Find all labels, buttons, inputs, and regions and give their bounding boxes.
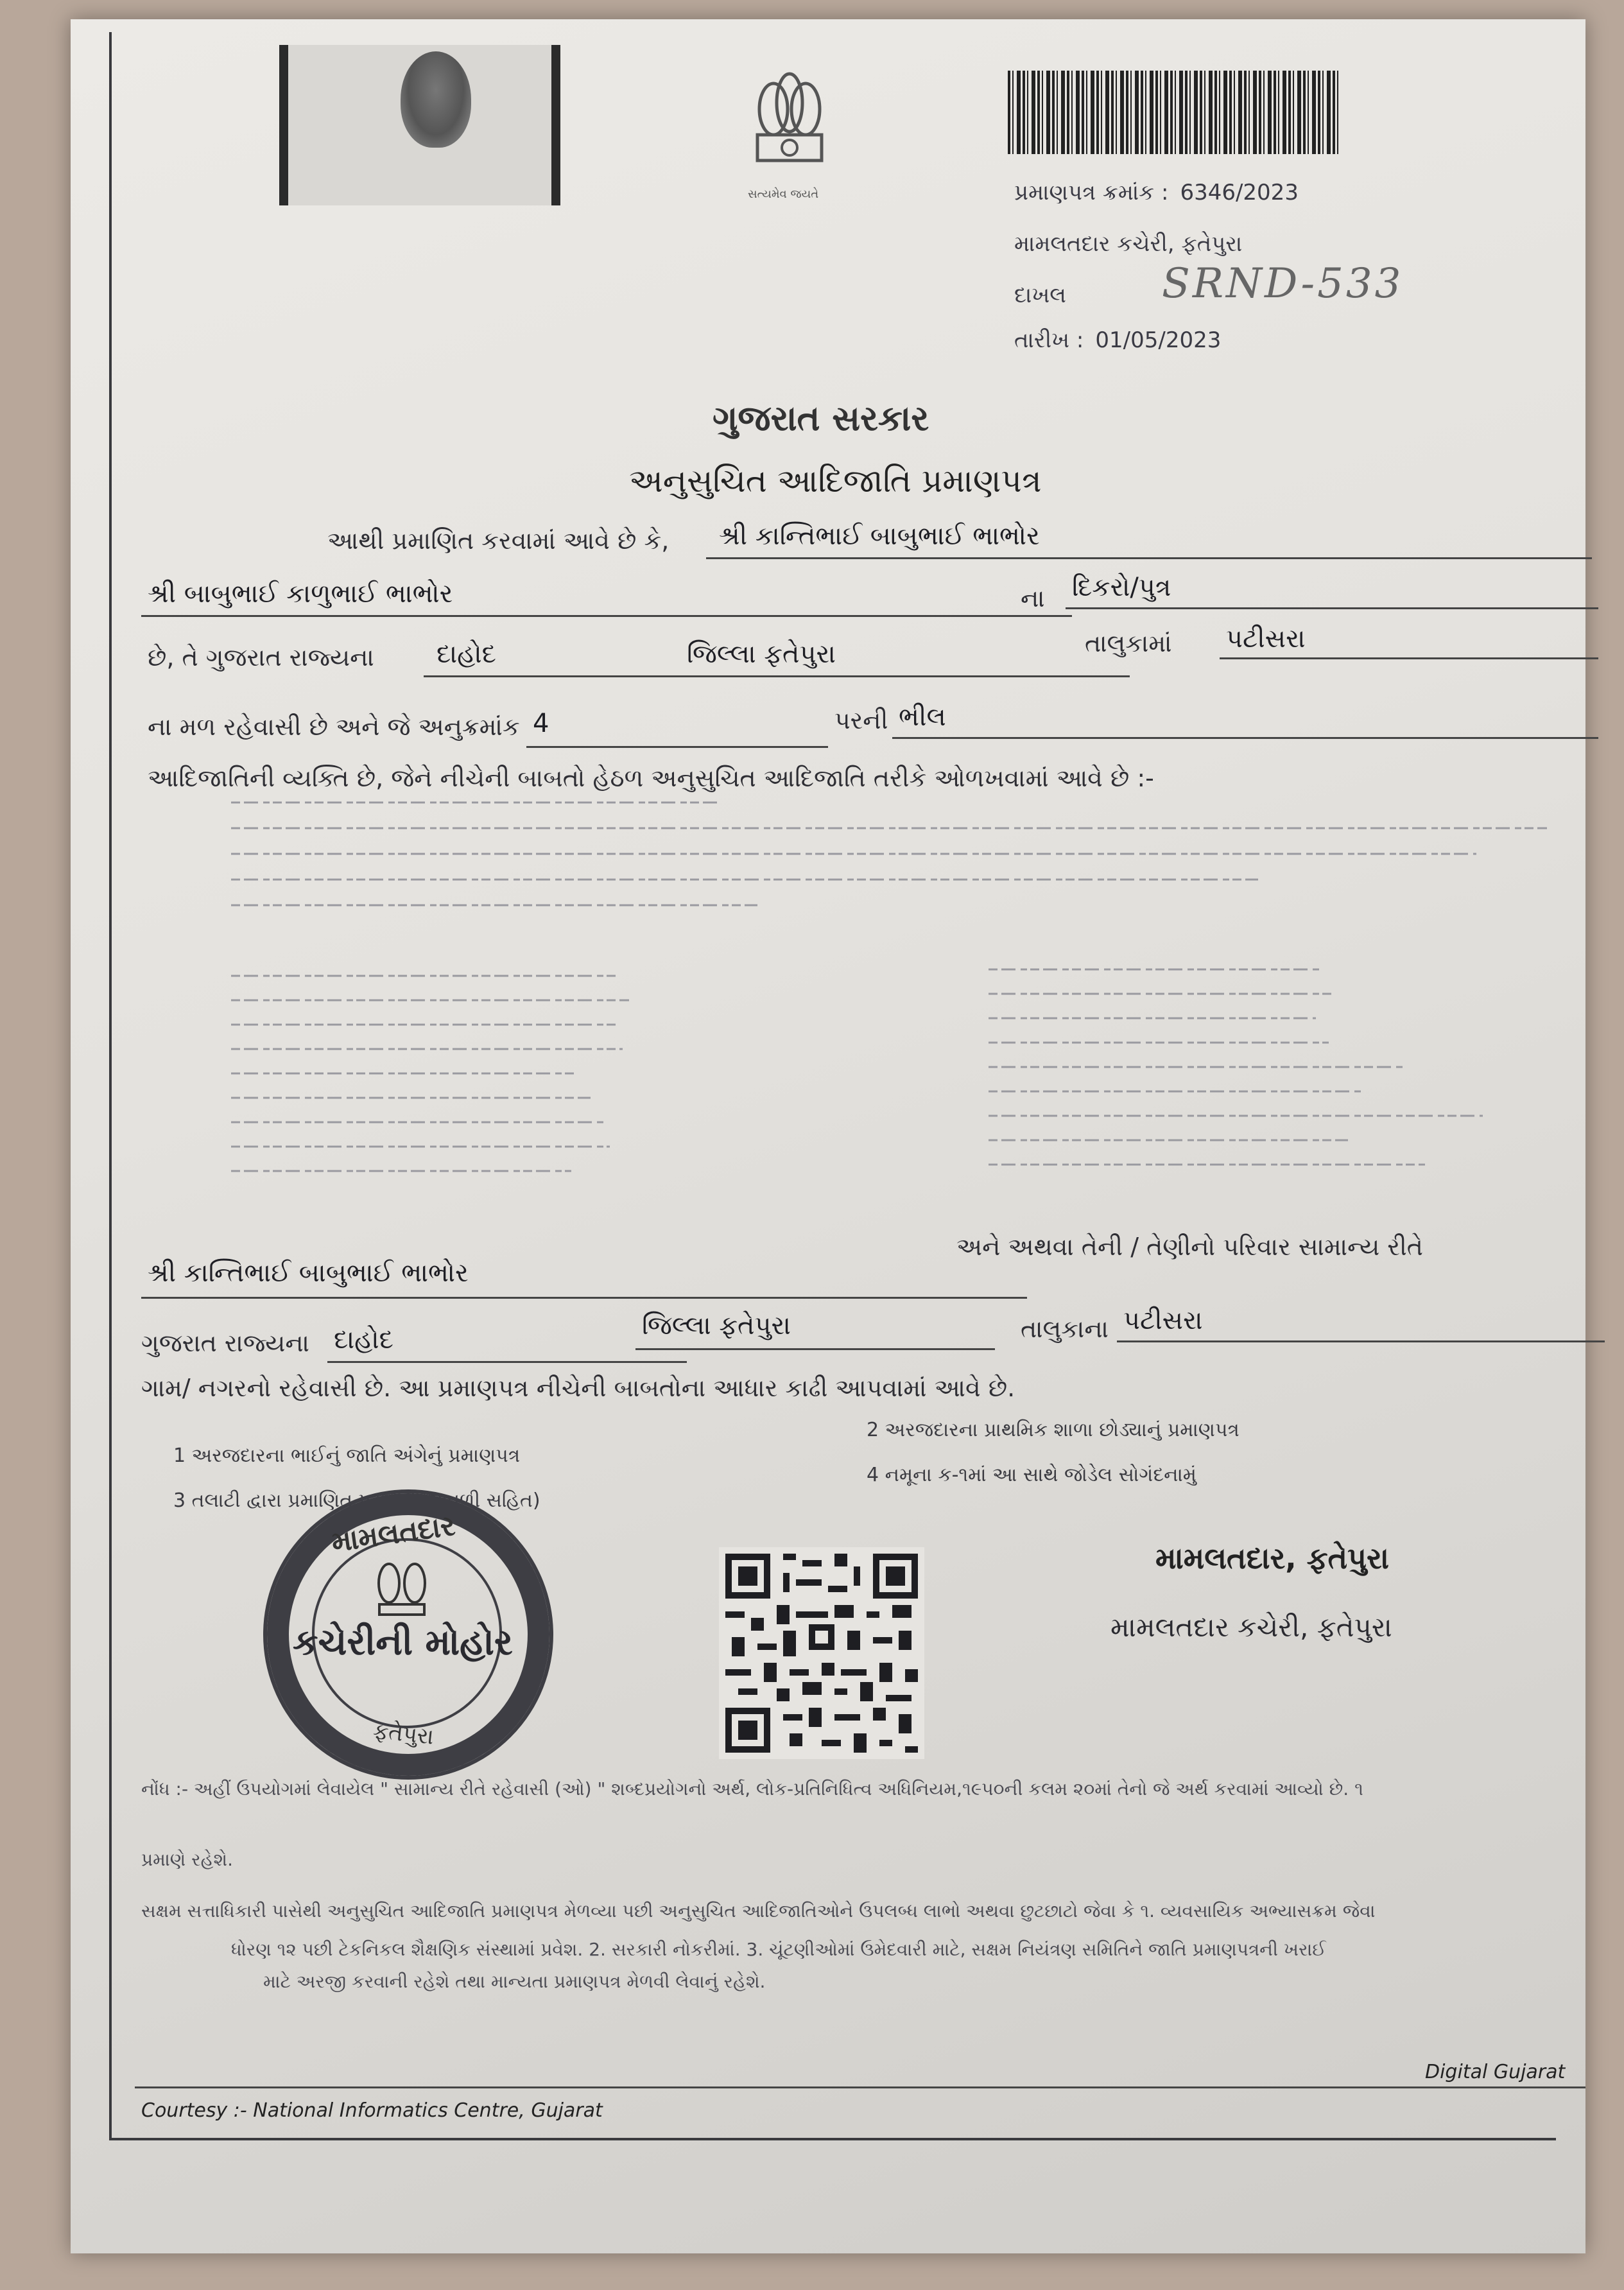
note-3: ધોરણ ૧૨ પછી ટેકનિકલ શૈક્ષણિક સંસ્થામાં પ્રવેશ. 2. સરકારી નોકરીમાં. 3. ચૂંટણીઓમાં ઉમેદવારી માટે, સક્ષમ નિયંત્રણ સમિતિને જાતિ પ્રમાણપત્રની ખરાઈ <box>231 1939 1326 1960</box>
document-item-2: 2 અરજદારના પ્રાથમિક શાળા છોડ્યાનું પ્રમાણપત્ર <box>867 1419 1240 1441</box>
family-name-underline <box>141 1297 1027 1299</box>
date-label: તારીખ : <box>1014 327 1084 353</box>
certify-prefix: આથી પ્રમાણિત કરવામાં આવે છે કે, <box>327 526 669 555</box>
certificate-number: 6346/2023 <box>1180 180 1299 205</box>
national-emblem-icon <box>738 64 841 193</box>
document-item-1: 1 અરજદારના ભાઈનું જાતિ અંગેનું પ્રમાણપત્ર <box>173 1444 521 1467</box>
note-4: માટે અરજી કરવાની રહેશે તથા માન્યતા પ્રમાણપત્ર મેળવી લેવાનું રહેશે. <box>263 1971 766 1992</box>
taluka-underline <box>1220 657 1598 659</box>
caste-label: પરની <box>834 706 888 734</box>
family-district-underline <box>635 1348 995 1350</box>
father-underline <box>141 615 1072 617</box>
family-village: દાહોદ <box>334 1325 393 1355</box>
applicant-name: શ્રી કાન્તિભાઈ બાબુભાઈ ભાભોર <box>719 521 1040 551</box>
issuing-office: મામલતદાર કચેરી, ફતેપુરા <box>1014 231 1243 257</box>
barcode <box>1008 71 1342 154</box>
certificate-number-row <box>1014 180 1299 205</box>
note-2: સક્ષમ સત્તાધિકારી પાસેથી અનુસુચિત આદિજાતિ પ્રમાણપત્ર મેળવ્યા પછી અનુસુચિત આદિજાતિઓને ઉપલબ્ધ લાભો અથવા છુટછાટો જેવા કે ૧. વ્યવસાયિક અભ્યાસક્રમ જેવા <box>141 1900 1376 1921</box>
issue-date: 01/05/2023 <box>1095 327 1222 353</box>
family-taluka-underline <box>1117 1340 1605 1342</box>
certificate-sheet <box>71 19 1585 2253</box>
office-seal <box>263 1489 553 1780</box>
taluka-label: તાલુકામાં <box>1085 629 1172 657</box>
family-resident-suffix: અને અથવા તેની / તેણીનો પરિવાર સામાન્ય રીતે <box>956 1233 1423 1261</box>
footer-courtesy: Courtesy :- National Informatics Centre, Gujarat <box>141 2099 603 2122</box>
taluka-name: પટીસરા <box>1226 624 1306 654</box>
district-name: જિલ્લા ફતેપુરા <box>687 639 836 669</box>
village-name: દાહોદ <box>436 639 496 669</box>
relation: દિકરો/પુત્ર <box>1072 573 1171 602</box>
seal-top-text: મામલતદાર <box>329 1509 458 1559</box>
footer-rule <box>135 2086 1585 2088</box>
applicant-photo <box>279 45 560 205</box>
basis-statement: ગામ/ નગરનો રહેવાસી છે. આ પ્રમાણપત્ર નીચેની બાબતોના આધાર કાઢી આપવામાં આવે છે. <box>141 1374 1015 1402</box>
state-prefix: છે, તે ગુજરાત રાજ્યના <box>148 643 374 672</box>
caste-underline <box>892 737 1598 739</box>
resident-prefix: ના મળ રહેવાસી છે અને જે અનુક્રમાંક <box>148 713 520 741</box>
signatory-stamp: મામલતદાર, ફતેપુરા <box>1155 1541 1389 1575</box>
seal-bottom-text: ફતેપુરા <box>372 1718 435 1750</box>
certificate-title: અનુસુચિત આદિજાતિ પ્રમાણપત્ર <box>629 462 1042 499</box>
relation-underline <box>1066 607 1598 609</box>
caste-name: ભીલ <box>899 702 946 732</box>
photo-face <box>401 51 471 148</box>
serial-number: 4 <box>533 709 549 738</box>
family-district: જિલ્લા ફતેપુરા <box>642 1311 791 1340</box>
inward-handwritten-number: SRND-533 <box>1162 260 1404 308</box>
serial-underline <box>526 746 828 748</box>
inward-label: દાખલ <box>1014 282 1066 308</box>
seal-middle-text: કચેરીની મોહોર <box>293 1622 513 1663</box>
note-1: નોંધ :- અહીં ઉપયોગમાં લેવાયેલ " સામાન્ય રીતે રહેવાસી (ઓ) " શબ્દપ્રયોગનો અર્થ, લોક-પ્રતિનિધિત્વ અધિનિયમ,૧૯૫૦ની કલમ ૨૦માં તેનો જે અર્થ કરવામાં આવ્યો છે. ૧ <box>141 1778 1363 1800</box>
faded-legal-text <box>231 790 1547 1213</box>
village-underline <box>424 675 1130 677</box>
family-state-prefix: ગુજરાત રાજ્યના <box>141 1329 309 1357</box>
certificate-number-label: પ્રમાણપત્ર ક્રમાંક : <box>1014 180 1169 205</box>
tribe-statement: આદિજાતિની વ્યક્તિ છે, જેને નીચેની બાબતો હેઠળ અનુસુચિત આદિજાતિ તરીકે ઓળખવામાં આવે છે :- <box>148 764 1154 792</box>
emblem-caption: સત્યમેવ જયતે <box>748 187 819 201</box>
seal-emblem-icon <box>363 1554 440 1618</box>
date-row <box>1014 327 1221 353</box>
document-item-3: 3 તલાટી દ્વારા પ્રમાણિત પુરાવા (વંશાવળી સહિત) <box>173 1489 540 1512</box>
family-village-underline <box>327 1361 687 1363</box>
family-taluka: પટીસરા <box>1123 1306 1203 1335</box>
document-item-4: 4 નમૂના ક-૧માં આ સાથે જોડેલ સોગંદનામું <box>867 1464 1196 1486</box>
father-name: શ્રી બાબુભાઈ કાળુભાઈ ભાભોર <box>148 579 453 609</box>
footer-digital-gujarat: Digital Gujarat <box>1425 2061 1566 2083</box>
relation-prefix: ના <box>1021 584 1045 612</box>
family-taluka-label: તાલુકાના <box>1021 1315 1109 1343</box>
signatory-office: મામલતદાર કચેરી, ફતેપુરા <box>1110 1611 1392 1643</box>
name-underline <box>706 557 1592 559</box>
qr-code <box>719 1547 924 1759</box>
note-1-continuation: પ્રમાણે રહેશે. <box>141 1849 233 1870</box>
government-title: ગુજરાત સરકાર <box>713 398 929 438</box>
family-applicant-name: શ્રી કાન્તિભાઈ બાબુભાઈ ભાભોર <box>148 1258 469 1288</box>
